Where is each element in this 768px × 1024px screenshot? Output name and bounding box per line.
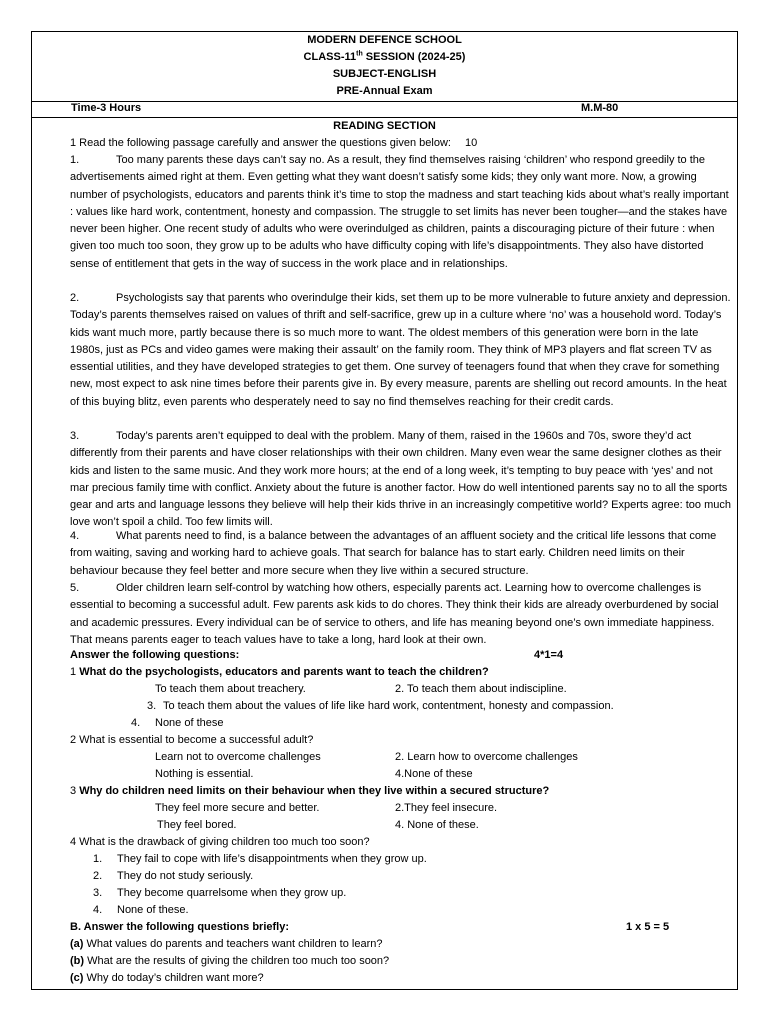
question-label: (a) <box>70 938 84 950</box>
option-number: 3. <box>93 887 103 899</box>
passage-paragraph-4 <box>70 528 732 580</box>
paragraph-number: 4. <box>70 530 80 542</box>
school-name: MODERN DEFENCE SCHOOL <box>307 34 462 46</box>
q2-option-2: 2. Learn how to overcome challenges <box>395 751 578 763</box>
paragraph-number: 1. <box>70 154 80 166</box>
question-label: (b) <box>70 955 85 967</box>
q4-option-4 <box>93 902 189 919</box>
paragraph-number: 5. <box>70 582 80 594</box>
option-number: 3. <box>147 700 157 712</box>
class-session <box>32 49 737 66</box>
question-number: 3 <box>70 785 80 797</box>
option-number: 4. <box>131 717 141 729</box>
instruction-text: 1 Read the following passage carefully and answer the questions given below: <box>70 137 451 149</box>
paragraph-text: Today’s parents aren’t equipped to deal with the problem. Many of them, raised in the 1960s and 70s, swore they’d act differently from their parents and have closer relationships with their own children. Many even wear the same designer clothes as their kids and listen to the same music. And they work more hours; at the end of a long week, it’s tempting to buy peace with ‘yes’ and not mar precious family time with conflict. Anxiety about the future is another factor. How do well intentioned parents say no to all the sports gear and arts and language lessons they believe will help their kids thrive in an increasingly competitive world? Experts agree: too much love won’t spoil a child. Too few limits will. <box>70 430 731 529</box>
q3-option-4: 4. None of these. <box>395 819 479 831</box>
passage-paragraph-2 <box>70 290 732 411</box>
mcq-header: Answer the following questions: <box>70 649 240 661</box>
exam-title: PRE-Annual Exam <box>336 85 433 97</box>
passage-paragraph-3 <box>70 428 732 532</box>
q1-option-3 <box>147 698 614 715</box>
option-text: To teach them about the values of life like hard work, contentment, honesty and compassion. <box>163 700 614 712</box>
mcq-marks: 4*1=4 <box>534 649 564 661</box>
section-b-marks: 1 x 5 = 5 <box>626 921 670 933</box>
subject: SUBJECT-ENGLISH <box>332 68 437 80</box>
section-b-question-a <box>70 936 382 953</box>
class-prefix: CLASS-11 <box>303 51 357 63</box>
q3-option-2: 2.They feel insecure. <box>395 802 498 814</box>
instruction <box>70 135 477 152</box>
session: SESSION (2024-25) <box>362 51 466 63</box>
time-allowed: Time-3 Hours <box>71 102 142 114</box>
question-text: What values do parents and teachers want children to learn? <box>83 938 383 950</box>
option-number: 2. <box>93 870 103 882</box>
question-label: (c) <box>70 972 84 984</box>
q4-option-1 <box>93 851 427 868</box>
q3-option-3: They feel bored. <box>157 819 237 831</box>
question-3 <box>70 783 549 800</box>
question-text: What do the psychologists, educators and parents want to teach the children? <box>79 666 489 678</box>
paragraph-text: What parents need to find, is a balance between the advantages of an affluent society and the critical life lessons that come from waiting, saving and working hard to achieve goals. That search for balance has to start early. Children need limits on their behaviour because they feel better and more secure when they live within a secured structure. <box>70 530 717 577</box>
question-text: Why do children need limits on their behaviour when they live within a secured structure? <box>79 785 550 797</box>
paragraph-number: 3. <box>70 430 80 442</box>
option-number: 4. <box>93 904 103 916</box>
paragraph-text: Older children learn self-control by watching how others, especially parents act. Learning how to overcome challenges is essential to becoming a successful adult. Few parents ask kids to do chores. They think their kids are already overburdened by social and academic pressures. Every individual can be of service to others, and life has meaning beyond one’s own immediate happiness. That means parents eager to teach values have to take a long, hard look at their own. <box>70 582 719 646</box>
question-text: What are the results of giving the children too much too soon? <box>84 955 390 967</box>
q1-option-2: 2. To teach them about indiscipline. <box>395 683 567 695</box>
option-text: They do not study seriously. <box>117 870 254 882</box>
question-4: 4 What is the drawback of giving children too much too soon? <box>70 836 370 848</box>
q1-option-1: To teach them about treachery. <box>155 683 306 695</box>
instruction-marks: 10 <box>464 137 478 149</box>
q4-option-2 <box>93 868 253 885</box>
section-b-title: B. Answer the following questions briefly: <box>70 921 289 933</box>
exam-page <box>31 31 738 990</box>
question-1 <box>70 664 489 681</box>
question-number: 1 <box>70 666 80 678</box>
paragraph-text: Psychologists say that parents who overindulge their kids, set them up to be more vulnerable to future anxiety and depression. Today’s parents themselves raised on values of thrift and self-sacrifice, grew up in a culture where ‘no’ was a household word. Today’s kids want much more, partly because there is so much more to want. The oldest members of this generation were born in the late 1980s, just as PCs and video games were making their assault’ on the family room. They think of MP3 players and flat screen TV as essential utilities, and they have developed strategies to get them. One survey of teenagers found that when they crave for something new, most expect to ask nine times before their parents give in. By every measure, parents are shelling out record amounts. In the heat of this buying blitz, even parents who desperately need to say no find themselves reaching for their credit cards. <box>70 292 731 408</box>
q2-option-3: Nothing is essential. <box>155 768 254 780</box>
q2-option-4: 4.None of these <box>395 768 473 780</box>
option-text: They become quarrelsome when they grow up. <box>117 887 347 899</box>
option-text: None of these <box>155 717 224 729</box>
passage-paragraph-1 <box>70 152 732 273</box>
q1-option-4 <box>131 715 224 732</box>
option-text: None of these. <box>117 904 189 916</box>
question-text: Why do today’s children want more? <box>83 972 264 984</box>
section-b-question-b <box>70 953 389 970</box>
passage-paragraph-5 <box>70 580 732 649</box>
option-number: 1. <box>93 853 103 865</box>
paragraph-text: Too many parents these days can’t say no. As a result, they find themselves raising ‘children’ who respond greedily to the advertisements aimed right at them. Even getting what they want doesn’t satisfy some kids; they only want more. Now, a growing number of psychologists, educators and parents think it’s time to stop the madness and start teaching kids about what’s really important : values like hard work, contentment, honesty and compassion. The struggle to set limits has never been tougher—and the stakes have never been higher. One recent study of adults who were overindulged as children, paints a discouraging picture of their future : when given too much too soon, they grow up to be adults who have difficulty coping with life’s disappointments. They also have distorted sense of entitlement that gets in the way of success in the work place and in relationships. <box>70 154 729 270</box>
option-text: They fail to cope with life’s disappointments when they grow up. <box>117 853 427 865</box>
max-marks: M.M-80 <box>581 102 619 114</box>
question-2: 2 What is essential to become a successful adult? <box>70 734 314 746</box>
paragraph-number: 2. <box>70 292 80 304</box>
section-title: READING SECTION <box>333 120 436 132</box>
class-sup: th <box>356 50 363 58</box>
q2-option-1: Learn not to overcome challenges <box>155 751 321 763</box>
q3-option-1: They feel more secure and better. <box>155 802 320 814</box>
section-b-question-c <box>70 970 264 987</box>
q4-option-3 <box>93 885 346 902</box>
